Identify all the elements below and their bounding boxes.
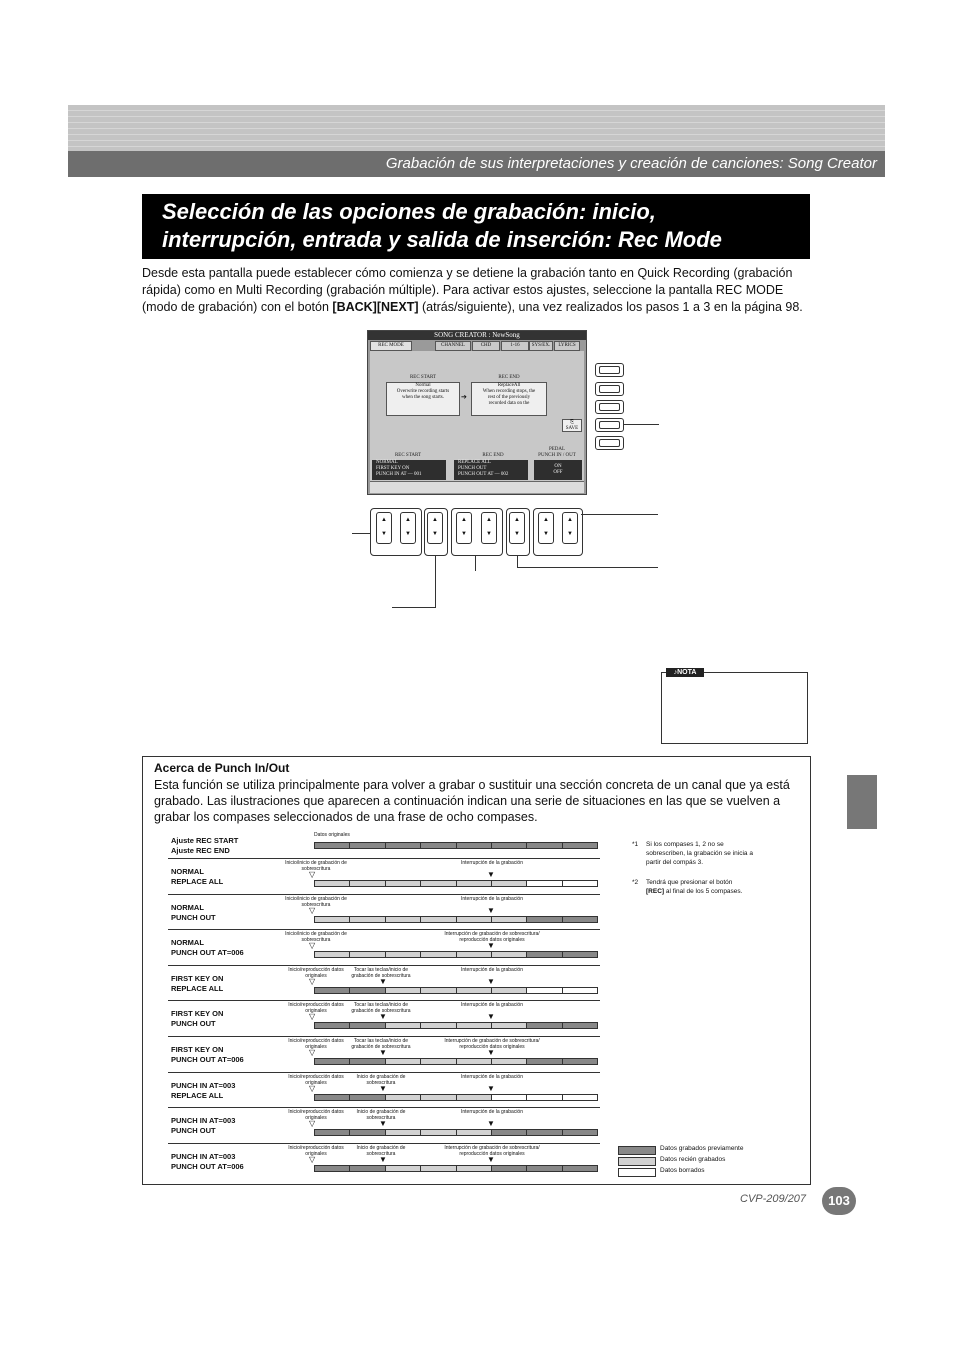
note-start: Inicio/reproducción datos originales: [288, 1074, 344, 1086]
rec-end-label: REC END: [498, 375, 520, 380]
scenario-label: [171, 1116, 235, 1136]
scenario-label: [171, 903, 216, 923]
knob-5[interactable]: ▲ ▼: [481, 512, 497, 544]
note-badge-label: NOTA: [677, 669, 697, 676]
measure-cell: [350, 1166, 385, 1171]
callout-line: [435, 555, 436, 607]
measure-cell: [386, 952, 421, 957]
rec-end-desc-1: When recording stops, the: [482, 389, 536, 394]
measure-bar: [314, 987, 598, 994]
note-start: Inicio/reproducción datos originales: [288, 967, 344, 979]
section-title: Grabación de sus interpretaciones y creación de canciones: Song Creator: [385, 155, 877, 172]
callout-line: [392, 607, 436, 608]
legend-erased: Datos borrados: [660, 1167, 705, 1174]
lcd-screen: [367, 330, 587, 495]
stop-marker-icon: ▼: [487, 1119, 495, 1128]
start-option-first-key: FIRST KEY ON: [376, 466, 410, 471]
measure-cell: [350, 988, 385, 993]
scenario-end-setting: PUNCH OUT: [171, 1019, 216, 1028]
head-label-end: Ajuste REC END: [171, 846, 230, 855]
stop-marker-icon: ▼: [487, 870, 495, 879]
lcd-button-row: [370, 481, 584, 493]
measure-cell: [421, 881, 456, 886]
measure-cell: [421, 1023, 456, 1028]
scenario-start-setting: PUNCH IN AT=003: [171, 1152, 236, 1161]
scenario-start-setting: FIRST KEY ON: [171, 974, 224, 983]
measure-cell: [421, 1095, 456, 1100]
punch-text: Esta función se utiliza principalmente para volver a grabar o sustituir una sección concreta de un canal que ya está grabado. Las ilustraciones que aparecen a continuación indican una serie de situaciones en las que se vuelven a grabar los compases seleccionados de una frase de ocho compases.: [154, 778, 790, 824]
scenario-end-setting: PUNCH OUT: [171, 1126, 216, 1135]
lcd-tab-chd[interactable]: CHD: [472, 341, 500, 351]
measure-cell: [457, 1059, 492, 1064]
measure-cell: [350, 917, 385, 922]
stop-marker-icon: ▼: [487, 1084, 495, 1093]
measure-cell: [315, 1095, 350, 1100]
measure-cell: [386, 988, 421, 993]
note-stop: Interrupción de la grabación: [461, 1109, 523, 1115]
row-separator: [168, 965, 600, 966]
note-stop: Interrupción de grabación de sobrescritura/ reproducción datos originales: [444, 1145, 540, 1157]
save-icon: ⎘: [569, 420, 574, 425]
note-stop: Interrupción de la grabación: [461, 860, 523, 866]
pedal-options[interactable]: [534, 460, 582, 480]
measure-cell: [350, 952, 385, 957]
start-option-value: 001: [413, 472, 422, 477]
scenario-label: [171, 1045, 244, 1065]
stop-marker-icon: ▼: [487, 977, 495, 986]
stop-marker-icon: ▼: [487, 906, 495, 915]
model-name: CVP-209/207: [740, 1193, 807, 1205]
measure-cell: [386, 917, 421, 922]
measure-cell: [563, 1059, 597, 1064]
note-stop: Interrupción de grabación de sobrescritura/ reproducción datos originales: [444, 931, 540, 943]
measure-cell: [492, 1130, 527, 1135]
start-marker-icon: ▽: [309, 1119, 316, 1128]
footnote-2-mark: *2: [632, 879, 639, 886]
scenario-end-setting: PUNCH OUT AT=006: [171, 1162, 244, 1171]
measure-cell: [315, 1023, 350, 1028]
lcd-tab-channel[interactable]: CHANNEL: [435, 341, 471, 351]
measure-cell: [386, 1095, 421, 1100]
measure-cell: [350, 881, 385, 886]
punch-in-marker-icon: ▼: [379, 1084, 387, 1093]
row-separator: [168, 858, 600, 859]
intro-buttons: [BACK][NEXT]: [332, 300, 419, 314]
footnote-1-text: Si los compases 1, 2 no se sobrescriben, la grabación se inicia a partir del compás 3.: [646, 841, 753, 866]
scenario-end-setting: PUNCH OUT AT=006: [171, 948, 244, 957]
side-button-2[interactable]: [595, 382, 624, 396]
rec-start-options[interactable]: [372, 460, 446, 480]
note-stop: Interrupción de la grabación: [461, 967, 523, 973]
measure-bar: [314, 1022, 598, 1029]
measure-cell: [492, 917, 527, 922]
save-label: SAVE: [565, 426, 579, 431]
start-option-punch-in-label: PUNCH IN AT: [376, 472, 407, 477]
page-number: 103: [822, 1187, 856, 1215]
original-bar: [314, 842, 598, 849]
scenario-label: [171, 974, 223, 994]
scenario-end-setting: REPLACE ALL: [171, 1091, 224, 1100]
note-key-on: Tocar las teclas/inicio de grabación de sobrescritura: [351, 1038, 411, 1050]
measure-cell: [421, 1059, 456, 1064]
stop-marker-icon: ▼: [487, 1048, 495, 1057]
end-option-value: 002: [500, 472, 509, 477]
lcd-tab-sysex[interactable]: SYS/EX.: [529, 341, 553, 351]
bottom-rec-end: REC END: [482, 453, 504, 458]
punch-title: Acerca de Punch In/Out: [154, 761, 290, 775]
rec-start-desc-2: when the song starts.: [402, 395, 444, 400]
measure-cell: [457, 1166, 492, 1171]
measure-cell: [315, 1130, 350, 1135]
note-icon: ♪: [673, 669, 678, 676]
scenario-label: [171, 1081, 235, 1101]
knob-8[interactable]: ▲ ▼: [562, 512, 578, 544]
note-start: Inicio/reproducción datos originales: [288, 1038, 344, 1050]
note-start: Inicio/inicio de grabación de sobrescritura: [285, 931, 347, 943]
legend-swatch-erased: [618, 1168, 656, 1177]
start-marker-icon: ▽: [309, 1048, 316, 1057]
measure-cell: [386, 1166, 421, 1171]
row-separator: [168, 894, 600, 895]
knob-3[interactable]: ▲ ▼: [427, 512, 443, 544]
side-button-4[interactable]: [595, 418, 624, 432]
end-option-punch-out-at: PUNCH OUT AT — 002: [458, 472, 509, 477]
callout-line: [517, 555, 518, 567]
measure-cell: [315, 881, 350, 886]
row-separator: [168, 1143, 600, 1144]
intro-text-1: Desde esta pantalla puede establecer cómo comienza y se detiene la grabación tanto en Quick Recording (grabación rápida) como en Multi Recording (grabación múltiple). Para activar estos ajustes, seleccione la pantalla REC MODE (modo de grabación) con el botón: [142, 266, 793, 314]
start-marker-icon: ▽: [309, 1155, 316, 1164]
measure-cell: [350, 1059, 385, 1064]
scenario-start-setting: NORMAL: [171, 867, 204, 876]
measure-bar: [314, 1165, 598, 1172]
measure-cell: [492, 1059, 527, 1064]
callout-line: [352, 533, 370, 534]
measure-cell: [527, 1023, 562, 1028]
measure-cell: [457, 988, 492, 993]
measure-cell: [386, 881, 421, 886]
note-start: Inicio/reproducción datos originales: [288, 1109, 344, 1121]
measure-cell: [492, 1095, 527, 1100]
measure-cell: [421, 952, 456, 957]
measure-cell: [527, 1166, 562, 1171]
measure-cell: [563, 1095, 597, 1100]
legend-new: Datos recién grabados: [660, 1156, 726, 1163]
scenario-label: [171, 1009, 223, 1029]
measure-cell: [457, 1130, 492, 1135]
knob-6[interactable]: ▲ ▼: [509, 512, 525, 544]
rec-end-mode: ReplaceAll: [497, 383, 521, 388]
chapter-tab: [847, 775, 877, 829]
measure-cell: [457, 1023, 492, 1028]
measure-bar: [314, 880, 598, 887]
rec-start-box: [386, 382, 460, 416]
scenario-end-setting: REPLACE ALL: [171, 984, 224, 993]
scenario-start-setting: FIRST KEY ON: [171, 1045, 224, 1054]
note-stop: Interrupción de la grabación: [461, 896, 523, 902]
page-title-line-2: interrupción, entrada y salida de inserción: Rec Mode: [162, 227, 722, 252]
pedal-label: PEDAL: [548, 447, 566, 452]
footnote-1-mark: *1: [632, 841, 639, 848]
row-separator: [168, 1000, 600, 1001]
page-title-line-1: Selección de las opciones de grabación: inicio,: [162, 199, 656, 224]
scenario-label: [171, 938, 244, 958]
scenario-label: [171, 867, 223, 887]
measure-bar: [314, 1129, 598, 1136]
rec-end-desc-2: rest of the previously: [487, 395, 531, 400]
scenario-start-setting: PUNCH IN AT=003: [171, 1116, 236, 1125]
measure-bar: [314, 1094, 598, 1101]
note-badge: [666, 668, 704, 677]
measure-cell: [315, 917, 350, 922]
measure-cell: [350, 1130, 385, 1135]
measure-cell: [315, 1166, 350, 1171]
footnote-2-body: [646, 878, 776, 896]
scenario-start-setting: NORMAL: [171, 938, 204, 947]
measure-cell: [563, 1166, 597, 1171]
row-separator: [168, 1107, 600, 1108]
intro-paragraph: [142, 265, 812, 316]
measure-cell: [421, 1166, 456, 1171]
measure-cell: [492, 1023, 527, 1028]
measure-cell: [492, 952, 527, 957]
scenario-end-setting: PUNCH OUT: [171, 913, 216, 922]
scenario-label: [171, 1152, 244, 1172]
original-data-label: Datos originales: [314, 832, 350, 838]
measure-cell: [386, 1023, 421, 1028]
measure-cell: [527, 988, 562, 993]
start-option-punch-in: PUNCH IN AT — 001: [376, 472, 422, 477]
measure-cell: [563, 1130, 597, 1135]
pedal-option-off: OFF: [553, 470, 563, 475]
measure-cell: [563, 917, 597, 922]
rec-start-label: REC START: [409, 375, 437, 380]
head-label: [171, 836, 238, 856]
arrow-right-icon: ➔: [461, 394, 467, 401]
note-start: Inicio/inicio de grabación de sobrescritura: [285, 896, 347, 908]
lcd-header: SONG CREATOR : NewSong: [368, 331, 586, 340]
note-stop: Interrupción de la grabación: [461, 1074, 523, 1080]
side-button-3[interactable]: [595, 400, 624, 414]
lcd-tab-rec-mode[interactable]: REC MODE: [370, 341, 412, 351]
measure-cell: [527, 1130, 562, 1135]
lcd-tab-1-16[interactable]: 1-16: [501, 341, 529, 351]
footnote-1: [632, 840, 753, 866]
start-marker-icon: ▽: [309, 1012, 316, 1021]
start-option-normal: NORMAL: [376, 460, 398, 465]
footnote-2-rec: [REC]: [646, 888, 665, 895]
note-stop: Interrupción de grabación de sobrescritura/ reproducción datos originales: [444, 1038, 540, 1050]
knob-4[interactable]: ▲ ▼: [456, 512, 472, 544]
punch-in-marker-icon: ▼: [379, 1012, 387, 1021]
scenario-start-setting: NORMAL: [171, 903, 204, 912]
callout-line: [624, 424, 659, 425]
rec-end-options[interactable]: [454, 460, 528, 480]
measure-cell: [315, 988, 350, 993]
punch-in-marker-icon: ▼: [379, 1048, 387, 1057]
end-option-punch-out: PUNCH OUT: [458, 466, 487, 471]
start-marker-icon: ▽: [309, 977, 316, 986]
note-box: [661, 672, 808, 744]
knob-2[interactable]: ▲ ▼: [400, 512, 416, 544]
stop-marker-icon: ▼: [487, 1012, 495, 1021]
measure-cell: [492, 988, 527, 993]
measure-cell: [421, 1130, 456, 1135]
rec-start-desc-1: Overwrite recording starts: [396, 389, 450, 394]
measure-bar: [314, 916, 598, 923]
measure-cell: [563, 988, 597, 993]
intro-text-2: (atrás/siguiente), una vez realizados los pasos 1 a 3 en la página 98.: [418, 300, 803, 314]
end-option-punch-out-at-label: PUNCH OUT AT: [458, 472, 494, 477]
note-stop: Interrupción de la grabación: [461, 1002, 523, 1008]
scenario-end-setting: REPLACE ALL: [171, 877, 224, 886]
bottom-rec-start: REC START: [394, 453, 422, 458]
side-button-1[interactable]: [595, 363, 624, 377]
end-option-replace-all: REPLACE ALL: [458, 460, 491, 465]
legend-swatch-previous: [618, 1146, 656, 1155]
scenario-end-setting: PUNCH OUT AT=006: [171, 1055, 244, 1064]
measure-bar: [314, 951, 598, 958]
footnote-2-text-a: Tendrá que presionar el botón: [646, 879, 733, 886]
lcd-tab-lyrics[interactable]: LYRICS: [554, 341, 580, 351]
punch-in-marker-icon: ▼: [379, 977, 387, 986]
lcd-body: [370, 351, 584, 492]
pedal-option-on: ON: [554, 464, 562, 469]
callout-line: [475, 555, 476, 571]
stop-marker-icon: ▼: [487, 941, 495, 950]
row-separator: [168, 1036, 600, 1037]
measure-cell: [527, 881, 562, 886]
measure-cell: [527, 1095, 562, 1100]
footnote-2-text-c: al final de los 5 compases.: [664, 888, 743, 895]
measure-cell: [527, 917, 562, 922]
note-key-on: Inicio de grabación de sobrescritura: [356, 1109, 406, 1121]
start-marker-icon: ▽: [309, 1084, 316, 1093]
measure-bar: [314, 1058, 598, 1065]
punch-in-marker-icon: ▼: [379, 1119, 387, 1128]
save-button[interactable]: [562, 419, 582, 432]
measure-cell: [527, 952, 562, 957]
head-label-start: Ajuste REC START: [171, 836, 239, 845]
row-separator: [168, 1072, 600, 1073]
punch-in-out-label: PUNCH IN / OUT: [538, 453, 576, 458]
note-start: Inicio/reproducción datos originales: [288, 1145, 344, 1157]
punch-in-marker-icon: ▼: [379, 1155, 387, 1164]
measure-cell: [492, 881, 527, 886]
callout-line: [581, 514, 658, 515]
legend-previous: Datos grabados previamente: [660, 1145, 744, 1152]
measure-cell: [563, 881, 597, 886]
measure-cell: [350, 1095, 385, 1100]
scenario-start-setting: PUNCH IN AT=003: [171, 1081, 236, 1090]
rec-start-mode: Normal: [415, 383, 431, 388]
measure-cell: [315, 952, 350, 957]
stop-marker-icon: ▼: [487, 1155, 495, 1164]
note-start: Inicio/inicio de grabación de sobrescritura: [285, 860, 347, 872]
measure-cell: [457, 917, 492, 922]
note-key-on: Tocar las teclas/inicio de grabación de sobrescritura: [351, 967, 411, 979]
measure-cell: [527, 1059, 562, 1064]
footnote-2: [632, 878, 743, 895]
knob-1[interactable]: ▲ ▼: [376, 512, 392, 544]
measure-cell: [386, 1059, 421, 1064]
note-key-on: Inicio de grabación de sobrescritura: [356, 1145, 406, 1157]
callout-line: [517, 567, 658, 568]
measure-cell: [563, 1023, 597, 1028]
row-separator: [168, 929, 600, 930]
start-marker-icon: ▽: [309, 941, 316, 950]
rec-end-box: [471, 382, 547, 416]
legend-swatch-new: [618, 1157, 656, 1166]
measure-cell: [457, 952, 492, 957]
measure-cell: [457, 881, 492, 886]
knob-7[interactable]: ▲ ▼: [538, 512, 554, 544]
note-key-on: Tocar las teclas/inicio de grabación de sobrescritura: [351, 1002, 411, 1014]
rec-end-desc-3: recorded data on the: [488, 401, 530, 406]
note-key-on: Inicio de grabación de sobrescritura: [356, 1074, 406, 1086]
measure-cell: [386, 1130, 421, 1135]
measure-cell: [350, 1023, 385, 1028]
scenario-start-setting: FIRST KEY ON: [171, 1009, 224, 1018]
side-button-5[interactable]: [595, 436, 624, 450]
measure-cell: [315, 1059, 350, 1064]
measure-cell: [457, 1095, 492, 1100]
measure-cell: [421, 988, 456, 993]
note-start: Inicio/reproducción datos originales: [288, 1002, 344, 1014]
start-marker-icon: ▽: [309, 906, 316, 915]
start-marker-icon: ▽: [309, 870, 316, 879]
measure-cell: [563, 952, 597, 957]
measure-cell: [492, 1166, 527, 1171]
measure-cell: [421, 917, 456, 922]
